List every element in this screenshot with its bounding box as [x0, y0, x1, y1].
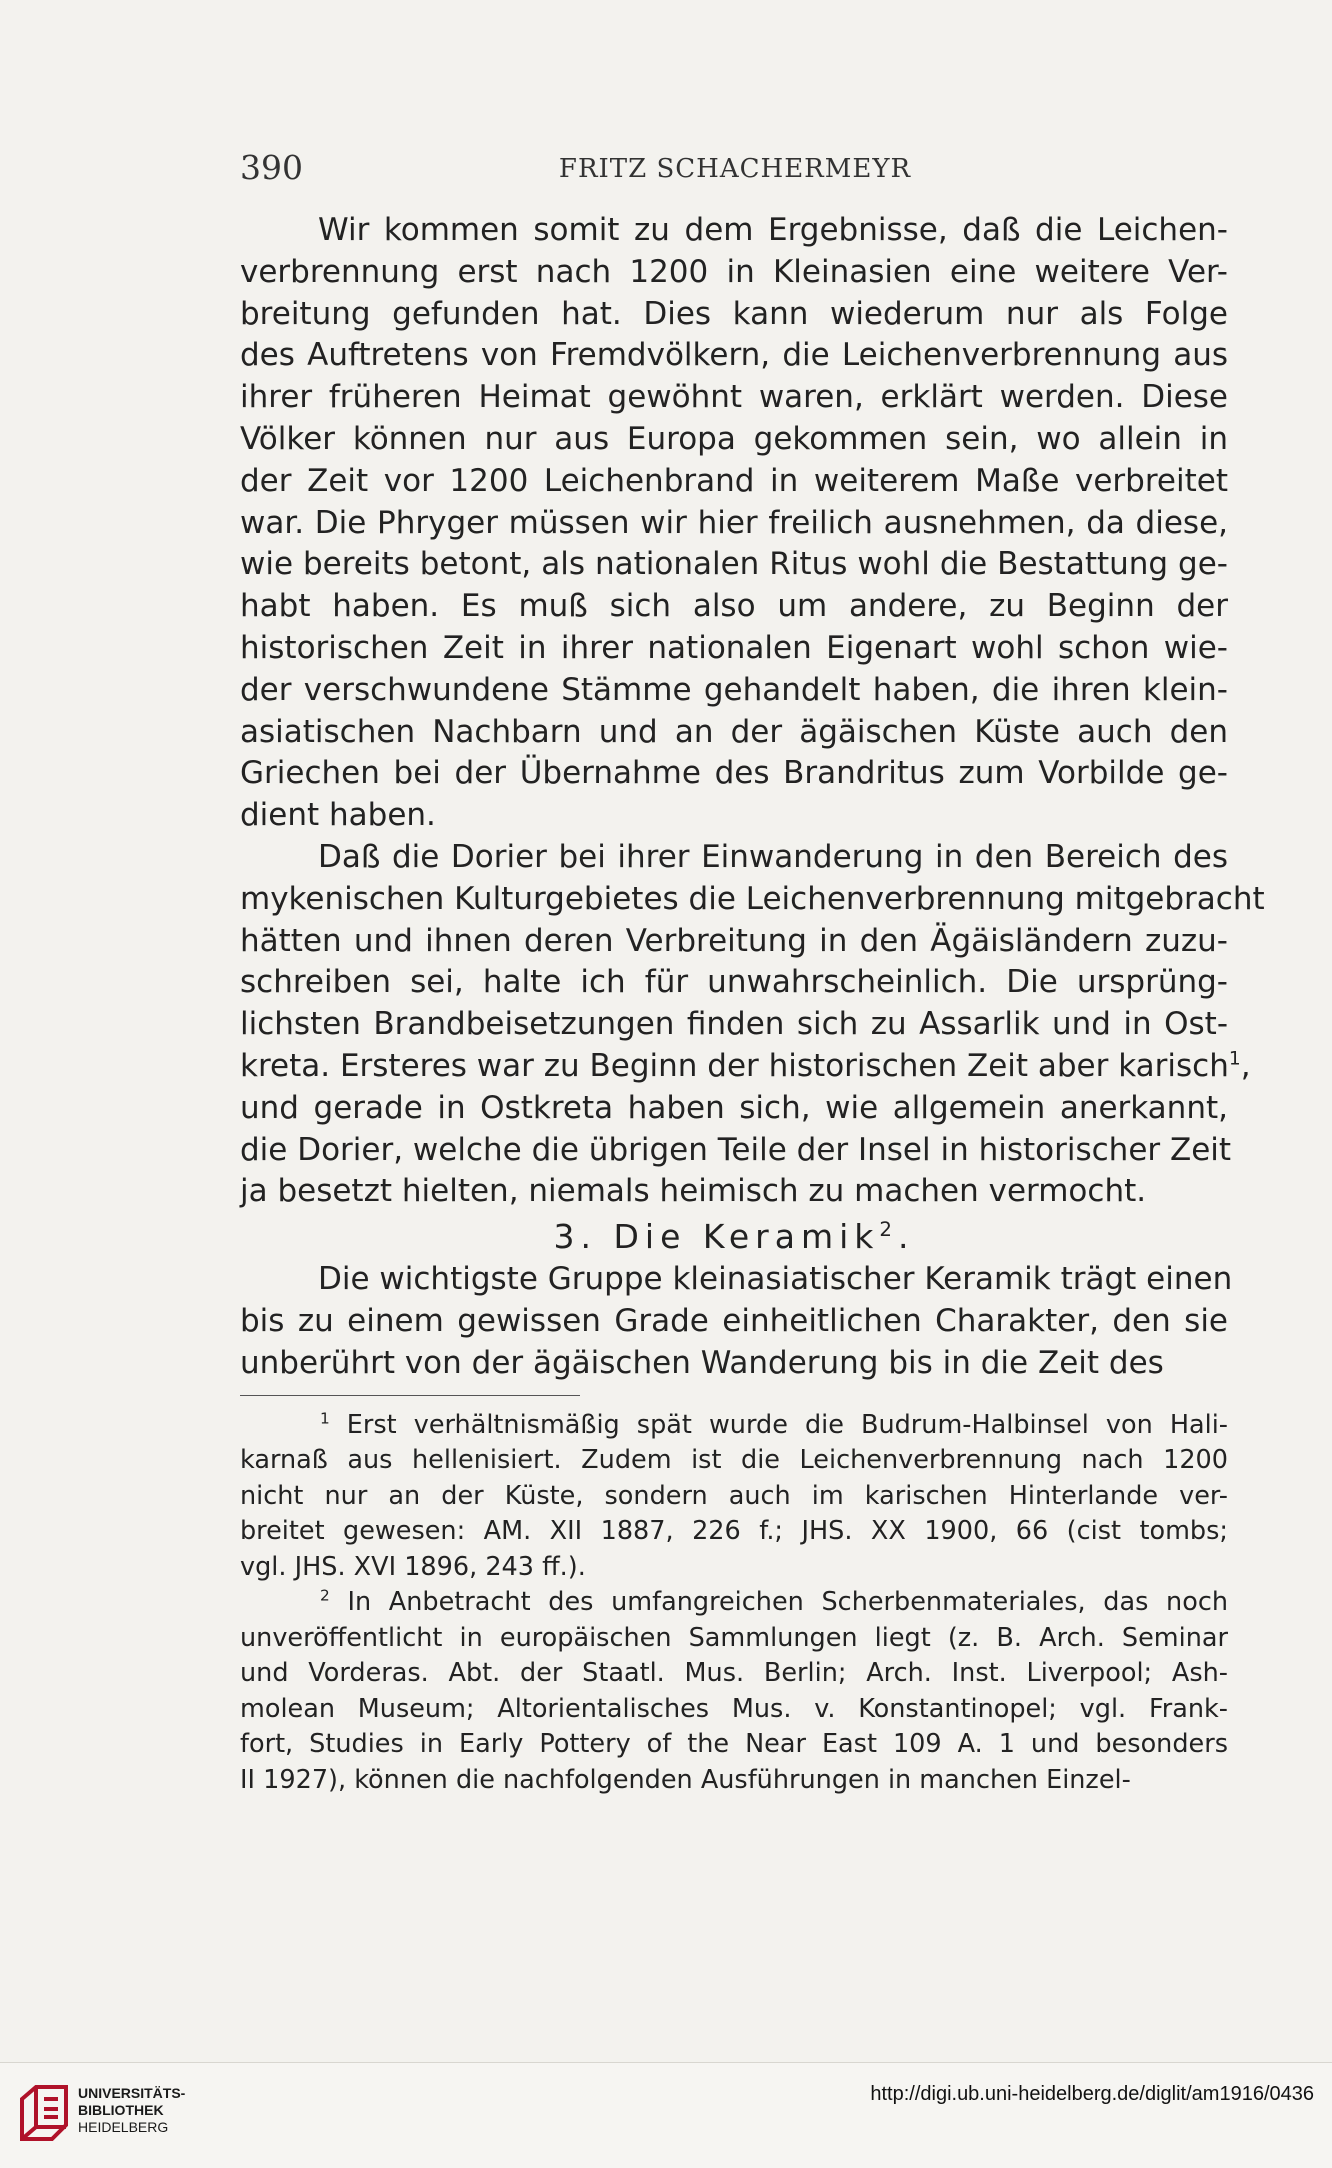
library-name-line1: UNIVERSITÄTS-	[78, 2085, 186, 2101]
text-line	[240, 1343, 1228, 1385]
text-line	[240, 210, 1228, 252]
text-line-content: die Dorier, welche die übrigen Teile der Insel in historischer Zeit	[240, 1131, 1232, 1168]
footnote	[240, 1585, 1228, 1798]
text-line	[240, 628, 1228, 670]
footnote-line	[240, 1692, 1228, 1728]
page-number: 390	[240, 148, 303, 187]
source-url[interactable]: http://digi.ub.uni-heidelberg.de/diglit/am1916/0436	[870, 2083, 1314, 2105]
text-line-content: dient haben.	[240, 797, 436, 834]
text-line-content: Die wichtigste Gruppe kleinasiatischer Keramik trägt einen	[318, 1261, 1233, 1298]
text-line-content: habt haben. Es muß sich also um andere, zu Beginn der	[240, 588, 1228, 625]
text-line-content: Griechen bei der Übernahme des Brandritus zum Vorbilde ge-	[240, 755, 1228, 792]
text-line-content: wie bereits betont, als nationalen Ritus wohl die Bestattung ge-	[240, 546, 1228, 583]
text-line-content: schreiben sei, halte ich für unwahrscheinlich. Die ursprüng-	[240, 964, 1228, 1001]
footnote-line	[240, 1479, 1228, 1515]
section-footnote-ref: 2	[879, 1218, 898, 1242]
library-name-line2: BIBLIOTHEK	[78, 2102, 164, 2118]
running-head: FRITZ SCHACHERMEYR	[558, 154, 912, 184]
page-body	[240, 210, 1265, 1798]
text-line-content: der Zeit vor 1200 Leichenbrand in weiterem Maße verbreitet	[240, 462, 1228, 499]
text-line: kreta. Ersteres war zu Beginn der historischen Zeit aber karisch$^1$,	[240, 1047, 1251, 1084]
paragraph-1	[240, 210, 1228, 837]
text-line-content: verbrennung erst nach 1200 in Kleinasien eine weitere Ver-	[240, 253, 1228, 290]
section-title: 3. Die Keramik$^2$.	[553, 1217, 915, 1257]
text-line-content: der verschwundene Stämme gehandelt haben, die ihren klein-	[240, 671, 1228, 708]
footnote-line-content: In Anbetracht des umfangreichen Scherbenmateriales, das noch	[347, 1587, 1229, 1618]
footnote-line	[240, 1550, 1228, 1586]
footnote-line-content: und Vorderas. Abt. der Staatl. Mus. Berlin; Arch. Inst. Liverpool; Ash-	[240, 1658, 1228, 1689]
text-line	[240, 1171, 1228, 1213]
text-line	[240, 753, 1228, 795]
footnote-line	[240, 1621, 1228, 1657]
text-line	[240, 503, 1228, 545]
text-line-content: asiatischen Nachbarn und an der ägäischen Küste auch den	[240, 713, 1228, 750]
text-line-content: Daß die Dorier bei ihrer Einwanderung in den Bereich des	[318, 838, 1228, 875]
text-line-content: unberührt von der ägäischen Wanderung bis in die Zeit des	[240, 1344, 1164, 1381]
text-line	[240, 879, 1265, 921]
text-line	[240, 921, 1228, 963]
footnote-line	[240, 1514, 1228, 1550]
section-title-text: 3. Die Keramik	[553, 1217, 880, 1257]
footnotes	[240, 1408, 1228, 1799]
footnote-line-content: karnaß aus hellenisiert. Zudem ist die Leichenverbrennung nach 1200	[240, 1445, 1228, 1476]
text-line	[240, 1130, 1232, 1172]
text-line-content: ja besetzt hielten, niemals heimisch zu machen vermocht.	[240, 1173, 1147, 1210]
text-line-content: mykenischen Kulturgebietes die Leichenverbrennung mitgebracht	[240, 880, 1265, 917]
text-line-content: breitung gefunden hat. Dies kann wiederum nur als Folge	[240, 295, 1228, 332]
text-line	[240, 837, 1228, 879]
paragraph-2	[240, 837, 1265, 1213]
footnote-line-content: unveröffentlicht in europäischen Sammlungen liegt (z. B. Arch. Seminar	[240, 1622, 1228, 1653]
footnote-line	[240, 1408, 1228, 1444]
text-line-content: ihrer früheren Heimat gewöhnt waren, erklärt werden. Diese	[240, 379, 1228, 416]
footnote-line	[240, 1443, 1228, 1479]
text-line	[240, 252, 1228, 294]
text-line	[240, 294, 1228, 336]
text-line-content: Völker können nur aus Europa gekommen sein, wo allein in	[240, 420, 1228, 457]
footnote	[240, 1408, 1228, 1586]
text-line	[240, 335, 1228, 377]
footnote-line-content: nicht nur an der Küste, sondern auch im karischen Hinterlande ver-	[240, 1480, 1228, 1511]
library-name	[78, 2085, 185, 2136]
footnote-line	[240, 1656, 1228, 1692]
text-line	[240, 795, 1228, 837]
text-line-content: und gerade in Ostkreta haben sich, wie allgemein anerkannt,	[240, 1089, 1228, 1126]
text-line-content: Wir kommen somit zu dem Ergebnisse, daß die Leichen-	[318, 212, 1228, 248]
footnote-mark: 2	[320, 1586, 330, 1605]
text-line-content: war. Die Phryger müssen wir hier freilich ausnehmen, da diese,	[240, 504, 1228, 541]
footnote-line	[240, 1727, 1228, 1763]
paragraph-3	[240, 1259, 1233, 1384]
text-line	[240, 670, 1228, 712]
text-line	[240, 419, 1228, 461]
text-line	[240, 1301, 1228, 1343]
footnote-line-content: Erst verhältnismäßig spät wurde die Budrum-Halbinsel von Hali-	[346, 1409, 1228, 1440]
text-line-content: des Auftretens von Fremdvölkern, die Leichenverbrennung aus	[240, 337, 1228, 374]
text-line	[240, 1259, 1233, 1301]
text-line-content: bis zu einem gewissen Grade einheitlichen Charakter, den sie	[240, 1302, 1228, 1339]
text-line	[240, 586, 1228, 628]
footnote-mark: 1	[320, 1409, 330, 1428]
text-line	[240, 1004, 1228, 1046]
footnote-line-content: II 1927), können die nachfolgenden Ausführungen in manchen Einzel-	[240, 1764, 1131, 1795]
footnote-line	[240, 1763, 1228, 1799]
page-footer	[0, 2062, 1332, 2168]
text-line	[240, 461, 1228, 503]
library-logo-icon	[16, 2081, 74, 2143]
footnote-line-content: vgl. JHS. XVI 1896, 243 ff.).	[240, 1551, 586, 1582]
footnote-ref: 1	[1228, 1048, 1241, 1070]
text-line	[240, 377, 1228, 419]
footnote-line-content: fort, Studies in Early Pottery of the Near East 109 A. 1 und besonders	[240, 1729, 1228, 1760]
text-line-content: hätten und ihnen deren Verbreitung in den Ägäisländern zuzu-	[240, 922, 1228, 959]
text-line	[240, 962, 1228, 1004]
library-name-line3: HEIDELBERG	[78, 2119, 169, 2135]
text-line	[240, 712, 1228, 754]
footnote-separator	[240, 1395, 580, 1396]
text-line-content: kreta. Ersteres war zu Beginn der historischen Zeit aber karisch	[240, 1047, 1229, 1084]
text-line	[240, 1088, 1228, 1130]
page-header	[240, 148, 1230, 192]
footnote-line	[240, 1585, 1228, 1621]
footnote-line-content: breitet gewesen: AM. XII 1887, 226 f.; JHS. XX 1900, 66 (cist tombs;	[240, 1516, 1228, 1547]
text-line-content: lichsten Brandbeisetzungen finden sich zu Assarlik und in Ost-	[240, 1006, 1228, 1043]
footnote-line-content: molean Museum; Altorientalisches Mus. v. Konstantinopel; vgl. Frank-	[240, 1693, 1228, 1724]
text-line	[240, 544, 1228, 586]
text-line-content: historischen Zeit in ihrer nationalen Eigenart wohl schon wie-	[240, 629, 1228, 666]
